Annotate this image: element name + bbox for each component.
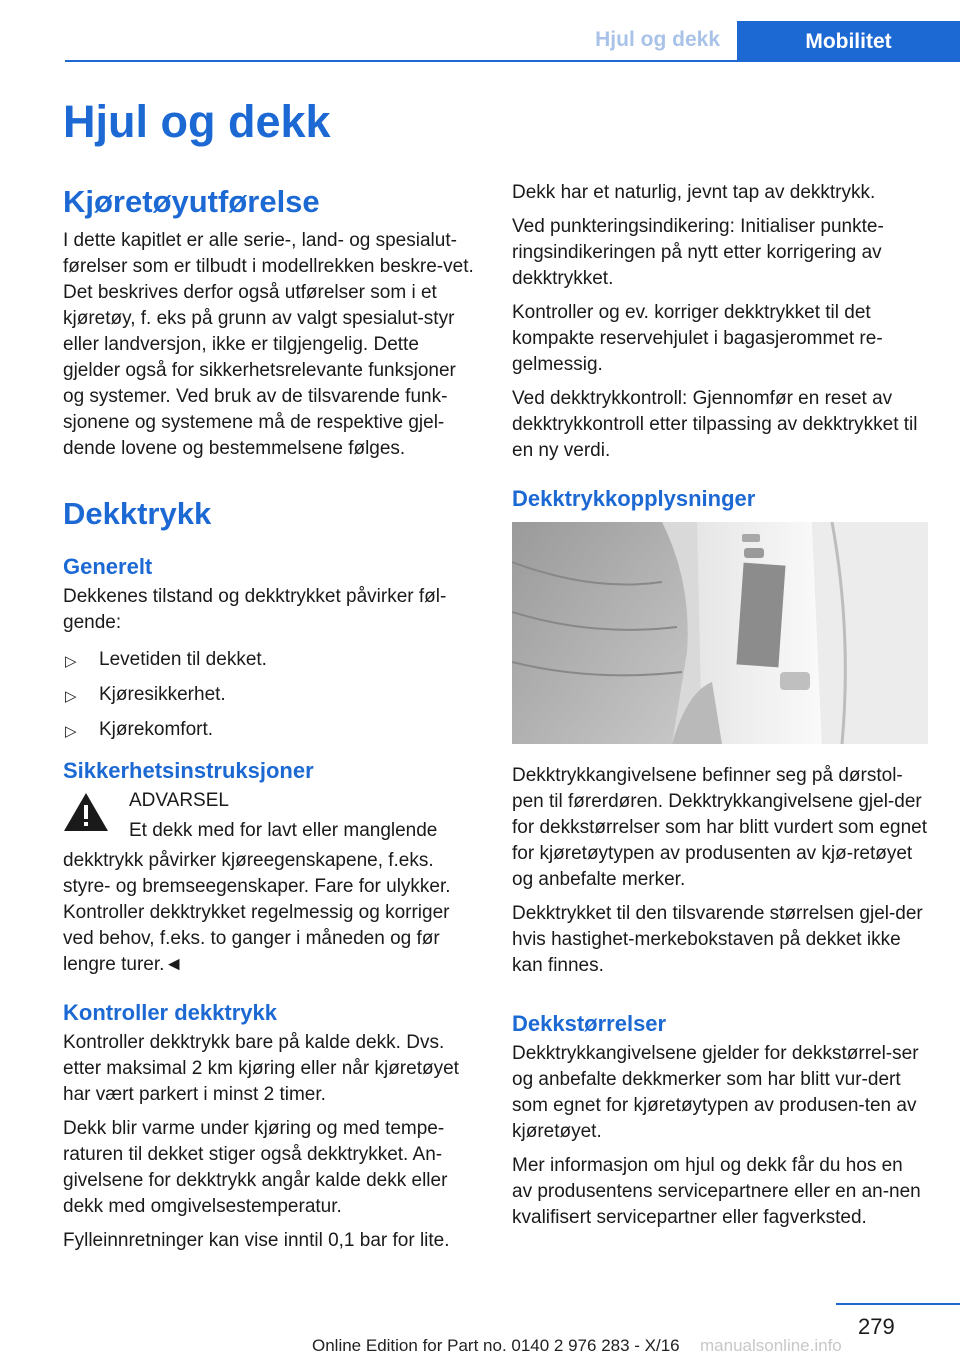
right-column xyxy=(512,180,928,1239)
list-item xyxy=(63,644,479,676)
paragraph-check-3: Fylleinnretninger kan vise inntil 0,1 bar for lite. xyxy=(63,1230,450,1251)
list-item-text: Levetiden til dekket. xyxy=(99,649,267,670)
list-item-text: Kjøresikkerhet. xyxy=(99,684,226,705)
list-item-text: Kjørekomfort. xyxy=(99,719,214,740)
heading-vehicle-version: Kjøretøyutførelse xyxy=(63,184,320,219)
section-tab: Hjul og dekk xyxy=(595,28,720,51)
heading-check-pressure: Kontroller dekktrykk xyxy=(63,1000,277,1025)
triangle-right-icon: ▷ xyxy=(65,688,77,705)
list-item xyxy=(63,679,479,711)
warning-text: dekktrykk påvirker kjøreegenskapene, f.eks. styre- og bremseegenskaper. Fare for ulykker. Kontroller dekktrykket regelmessig og korriger ved behov, f.eks. to ganger i måneden og før lengre turer.◄ xyxy=(63,850,451,975)
paragraph-pressure-loss: Dekk har et naturlig, jevnt tap av dekktrykk. xyxy=(512,182,876,203)
paragraph-spare-wheel: Kontroller og ev. korriger dekktrykket til det kompakte reservehjulet i bagasjerommet re-gelmessig. xyxy=(512,302,883,375)
left-column xyxy=(63,180,479,1262)
bullet-list xyxy=(63,644,479,746)
page-number: 279 xyxy=(858,1314,895,1339)
door-pillar-photo xyxy=(512,522,928,744)
warning-box xyxy=(63,788,479,844)
paragraph-check-2: Dekk blir varme under kjøring og med tempe-raturen til dekket stiger også dekktrykket. An-givelsene for dekktrykk angår kalde dekk eller dekk med omgivelsestemperatur. xyxy=(63,1118,448,1217)
paragraph-info-1: Dekktrykkangivelsene befinner seg på dørstol-pen til førerdøren. Dekktrykkangivelsene gjel-der for dekkstørrelser som har blitt vurdert som egnet for kjøretøytypen av produsenten av kjø-retøyet og anbefalte merker. xyxy=(512,765,927,890)
warning-triangle-icon xyxy=(63,792,109,832)
heading-safety: Sikkerhetsinstruksjoner xyxy=(63,758,314,783)
heading-general: Generelt xyxy=(63,554,153,579)
header-rule xyxy=(65,60,960,62)
triangle-right-icon: ▷ xyxy=(65,723,77,740)
paragraph-general: Dekkenes tilstand og dekktrykket påvirker føl-gende: xyxy=(63,586,447,633)
paragraph-info-2: Dekktrykket til den tilsvarende størrelsen gjel-der hvis hastighet-merkebokstaven på dekket ikke kan finnes. xyxy=(512,903,923,976)
heading-pressure-info: Dekktrykkopplysninger xyxy=(512,486,756,511)
heading-tire-sizes: Dekkstørrelser xyxy=(512,1011,667,1036)
page-header xyxy=(0,0,960,62)
paragraph-pressure-monitor: Ved dekktrykkontroll: Gjennomfør en reset av dekktrykkontroll etter tilpassing av dekktrykket til en ny verdi. xyxy=(512,388,918,461)
paragraph-puncture-indicator: Ved punkteringsindikering: Initialiser punkte-ringsindikeringen på nytt etter korrigering av dekktrykket. xyxy=(512,216,884,289)
paragraph-sizes-1: Dekktrykkangivelsene gjelder for dekkstørrel-ser og anbefalte dekkmerker som har blitt vur-dert som egnet for kjøretøytypen av produsen-ten av kjøretøyet. xyxy=(512,1043,919,1142)
warning-title: ADVARSEL xyxy=(129,790,229,811)
warning-first-line: Et dekk med for lavt eller manglende xyxy=(129,820,438,841)
footer-rule xyxy=(836,1303,960,1305)
edition-text: Online Edition for Part no. 0140 2 976 283 - X/16 xyxy=(312,1336,680,1355)
triangle-right-icon: ▷ xyxy=(65,653,77,670)
watermark: manualsonline.info xyxy=(700,1336,842,1355)
page-title: Hjul og dekk xyxy=(63,96,331,147)
paragraph-sizes-2: Mer informasjon om hjul og dekk får du hos en av produsentens servicepartnere eller en an-nen kvalifisert servicepartner eller fagverksted. xyxy=(512,1155,921,1228)
paragraph-check-1: Kontroller dekktrykk bare på kalde dekk. Dvs. etter maksimal 2 km kjøring eller når kjøretøyet har vært parkert i minst 2 timer. xyxy=(63,1032,459,1105)
list-item xyxy=(63,714,479,746)
paragraph-vehicle-version: I dette kapitlet er alle serie-, land- og spesialut-førelser som er tilbudt i modellrekken beskre-vet. Det beskrives derfor også utførelser som i et kjøretøy, f. eks på grunn av valgt spesialut-styr eller landversjon, ikke er tilgjengelig. Dette gjelder også for sikkerhetsrelevante funksjoner og systemer. Ved bruk av de tilsvarende funk-sjonene og systemene må de respektive gjel-dende lovene og bestemmelsene følges. xyxy=(63,230,474,459)
chapter-tab: Mobilitet xyxy=(737,21,960,62)
heading-tire-pressure: Dekktrykk xyxy=(63,496,212,531)
